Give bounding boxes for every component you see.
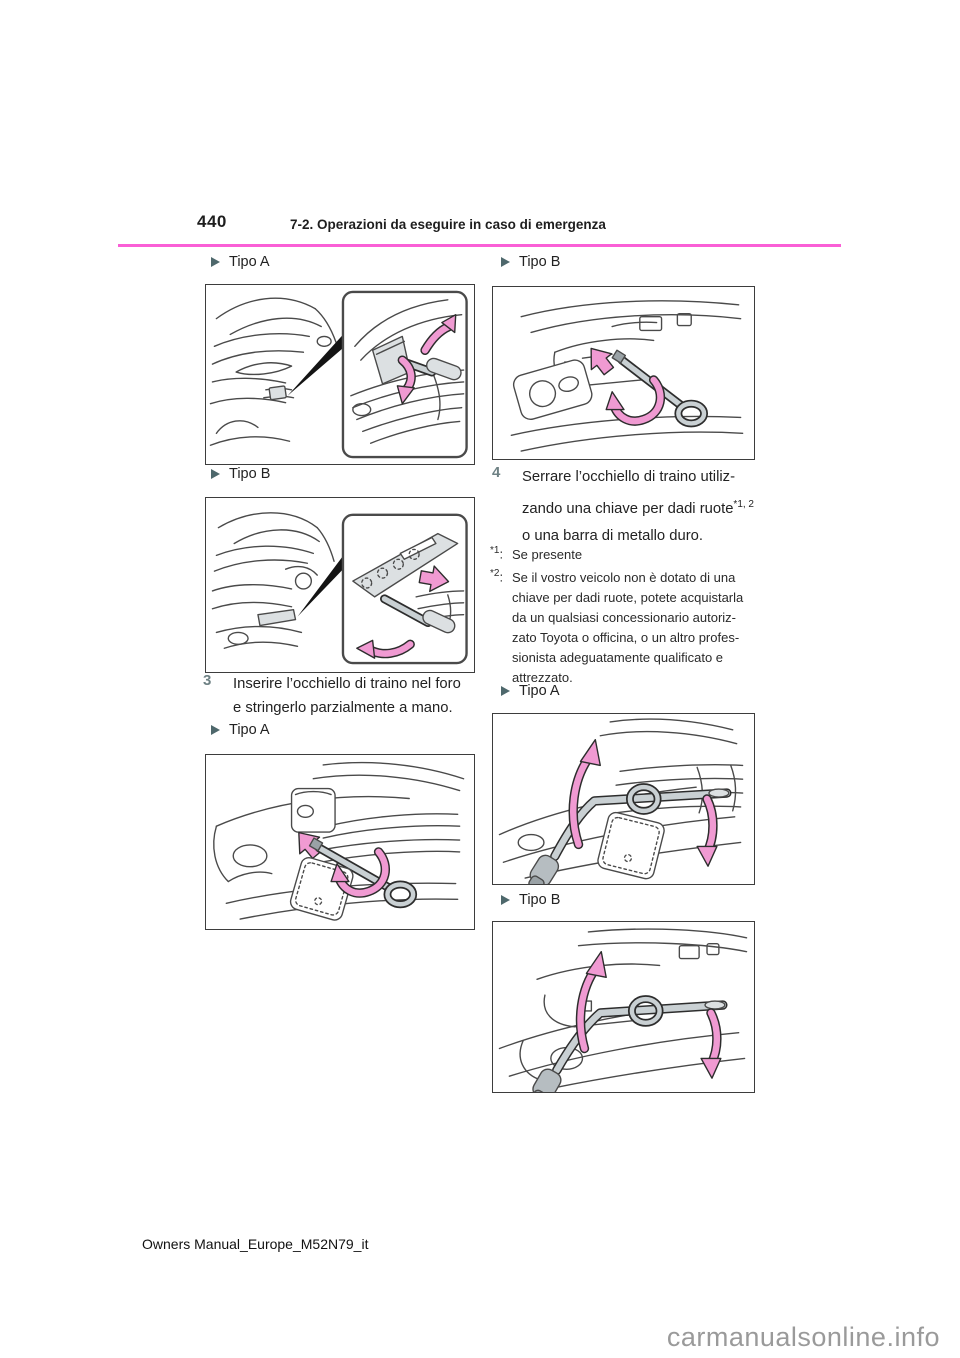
figure-tipo-b-cover-removal: [205, 497, 475, 673]
figure-tipo-a-tighten-eyelet: [492, 713, 755, 885]
car-outline: [212, 513, 334, 648]
step-3: [203, 672, 485, 720]
label-tipo-a-right: [501, 683, 560, 699]
pink-arrow-down: [701, 1013, 721, 1078]
car-front-and-screwdriver-illustration: [206, 498, 474, 672]
triangle-bullet-icon: [501, 257, 510, 267]
figure-tipo-b-tighten-eyelet: [492, 921, 755, 1093]
callout-pointer: [288, 332, 345, 395]
bumper-eyelet-illustration: [206, 755, 474, 929]
figure-tipo-a-cover-removal: [205, 284, 475, 465]
open-cover-flap: [292, 789, 336, 833]
figure-tipo-a-insert-eyelet: [205, 754, 475, 930]
bumper-eyelet-illustration: [493, 287, 754, 459]
step-number: 3: [203, 672, 212, 689]
step-3-line-1: Inserire l’occhiello di traino nel foro: [233, 676, 461, 692]
label-tipo-a-left-bottom: [211, 722, 270, 738]
figure-tipo-b-insert-eyelet: [492, 286, 755, 460]
triangle-bullet-icon: [211, 469, 220, 479]
step-3-line-2: e stringerlo parzialmente a mano.: [233, 700, 453, 716]
footnote-1: $^{*1}$: Se presente: [490, 545, 750, 565]
triangle-bullet-icon: [501, 686, 510, 696]
watermark: carmanualsonline.info: [666, 1322, 940, 1352]
label-tipo-b-left: [211, 466, 270, 482]
tipo-label-text: Tipo B: [519, 892, 561, 908]
tow-eye-cover: [258, 610, 296, 626]
header-accent-rule: [118, 244, 841, 247]
inset-frame: [343, 515, 467, 663]
tipo-label-text: Tipo B: [229, 466, 271, 482]
tipo-label-text: Tipo A: [229, 722, 270, 738]
wheel-nut-wrench-icon: [527, 1001, 725, 1092]
step-4: [492, 464, 760, 550]
footnote-2: $^{*2}$: Se il vostro veicolo non è dotato di una chiave per dadi ruote, potete acquistarla da un qualsiasi concessionario autoriz- zato Toyota o officina, o un altro profes- sionista adeguatamente qualificato e attrezzato.: [490, 568, 750, 688]
tipo-label-text: Tipo A: [229, 254, 270, 270]
fog-light-housing: [511, 358, 594, 422]
label-tipo-b-right-top: [501, 254, 560, 270]
footnote-2-text: Se il vostro veicolo non è dotato di una chiave per dadi ruote, potete acquistarla da un qualsiasi concessionario autoriz- zato Toyota o officina, o un altro profes- sionista adeguatamente qualificato e attrezzato.: [512, 570, 744, 685]
step-4-line-2: zando una chiave per dadi ruote$^{*1, 2}$: [522, 499, 754, 517]
tipo-label-text: Tipo A: [519, 683, 560, 699]
bumper-wrench-illustration: [493, 922, 754, 1092]
triangle-bullet-icon: [211, 725, 220, 735]
footnote-marker: *2: [490, 568, 500, 579]
label-tipo-b-right-bottom: [501, 892, 560, 908]
pink-arrow-up: [573, 740, 600, 845]
tipo-label-text: Tipo B: [519, 254, 561, 270]
car-front-and-screwdriver-illustration: [206, 285, 474, 464]
footer-document-id: Owners Manual_Europe_M52N79_it: [142, 1236, 369, 1252]
section-header: 7-2. Operazioni da eseguire in caso di emergenza: [290, 217, 606, 232]
triangle-bullet-icon: [211, 257, 220, 267]
car-outline: [210, 298, 336, 445]
footnote-reference: *1, 2: [733, 499, 754, 510]
footnote-marker: *1: [490, 545, 500, 556]
step-4-line-3: o una barra di metallo duro.: [522, 527, 703, 544]
bumper-wrench-illustration: [493, 714, 754, 884]
tow-eye-cover: [269, 386, 286, 400]
label-tipo-a-left-top: [211, 254, 270, 270]
triangle-bullet-icon: [501, 895, 510, 905]
page-number: 440: [197, 212, 227, 231]
hanging-cover: [596, 811, 665, 880]
step-4-line-1: Serrare l’occhiello di traino utiliz-: [522, 469, 735, 485]
step-number: 4: [492, 464, 501, 481]
pink-arrow-up: [581, 952, 607, 1049]
footnote-1-text: Se presente: [512, 547, 583, 562]
